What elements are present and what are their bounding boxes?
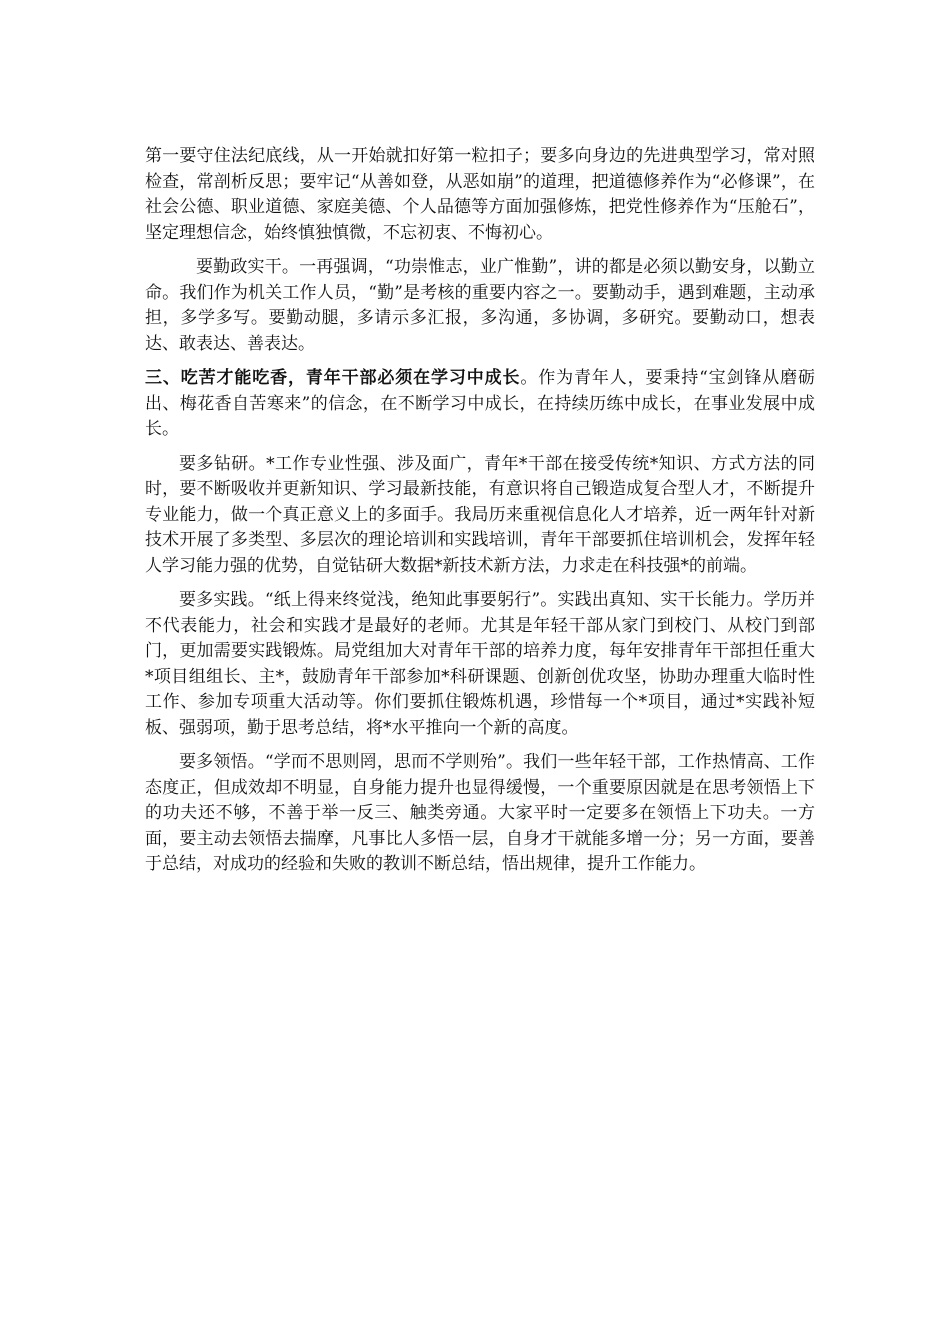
section-three-title: 三、吃苦才能吃香，青年干部必须在学习中成长 bbox=[145, 368, 521, 388]
section-three-intro: 。作为青年人，要秉持“宝剑锋从磨砺出、梅花香自苦寒来”的信念，在不断学习中成长，在持续历练中成长，在事业发展中成长。 bbox=[145, 368, 816, 439]
paragraph-discipline: 第一要守住法纪底线，从一开始就扣好第一粒扣子；要多向身边的先进典型学习，常对照检查，常剖析反思；要牢记“从善如登，从恶如崩”的道理，把道德修养作为“必修课”，在社会公德、职业道德、家庭美德、个人品德等方面加强修炼，把党性修养作为“压舱石”，坚定理想信念，始终慎独慎微，不忘初衷、不悔初心。 bbox=[145, 146, 815, 243]
paragraph-diligence: 要勤政实干。一再强调，“功崇惟志，业广惟勤”，讲的都是必须以勤安身，以勤立命。我们作为机关工作人员，“勤”是考核的重要内容之一。要勤动手，遇到难题，主动承担，多学多写。要勤动腿，多请示多汇报，多沟通，多协调，多研究。要勤动口，想表达、敢表达、善表达。 bbox=[145, 257, 815, 354]
paragraph-comprehension: 要多领悟。“学而不思则罔，思而不学则殆”。我们一些年轻干部，工作热情高、工作态度正，但成效却不明显，自身能力提升也显得缓慢，一个重要原因就是在思考领悟上下的功夫还不够，不善于举一反三、触类旁通。大家平时一定要多在领悟上下功夫。一方面，要主动去领悟去揣摩，凡事比人多悟一层，自身才干就能多增一分；另一方面，要善于总结，对成功的经验和失败的教训不断总结，悟出规律，提升工作能力。 bbox=[145, 752, 815, 874]
document-body bbox=[145, 144, 815, 887]
paragraph-practice: 要多实践。“纸上得来终觉浅，绝知此事要躬行”。实践出真知、实干长能力。学历并不代表能力，社会和实践才是最好的老师。尤其是年轻干部从家门到校门、从校门到部门，更加需要实践锻炼。局党组加大对青年干部的培养力度，每年安排青年干部担任重大*项目组组长、主*，鼓励青年干部参加*科研课题、创新创优攻坚，协助办理重大临时性工作、参加专项重大活动等。你们要抓住锻炼机遇，珍惜每一个*项目，通过*实践补短板、强弱项，勤于思考总结，将*水平推向一个新的高度。 bbox=[145, 590, 815, 738]
section-three-heading bbox=[145, 366, 815, 443]
paragraph-study: 要多钻研。*工作专业性强、涉及面广，青年*干部在接受传统*知识、方式方法的同时，要不断吸收并更新知识、学习最新技能，有意识将自己锻造成复合型人才，不断提升专业能力，做一个真正意义上的多面手。我局历来重视信息化人才培养，近一两年针对新技术开展了多类型、多层次的理论培训和实践培训，青年干部要抓住培训机会，发挥年轻人学习能力强的优势，自觉钻研大数据*新技术新方法，力求走在科技强*的前端。 bbox=[145, 453, 815, 576]
